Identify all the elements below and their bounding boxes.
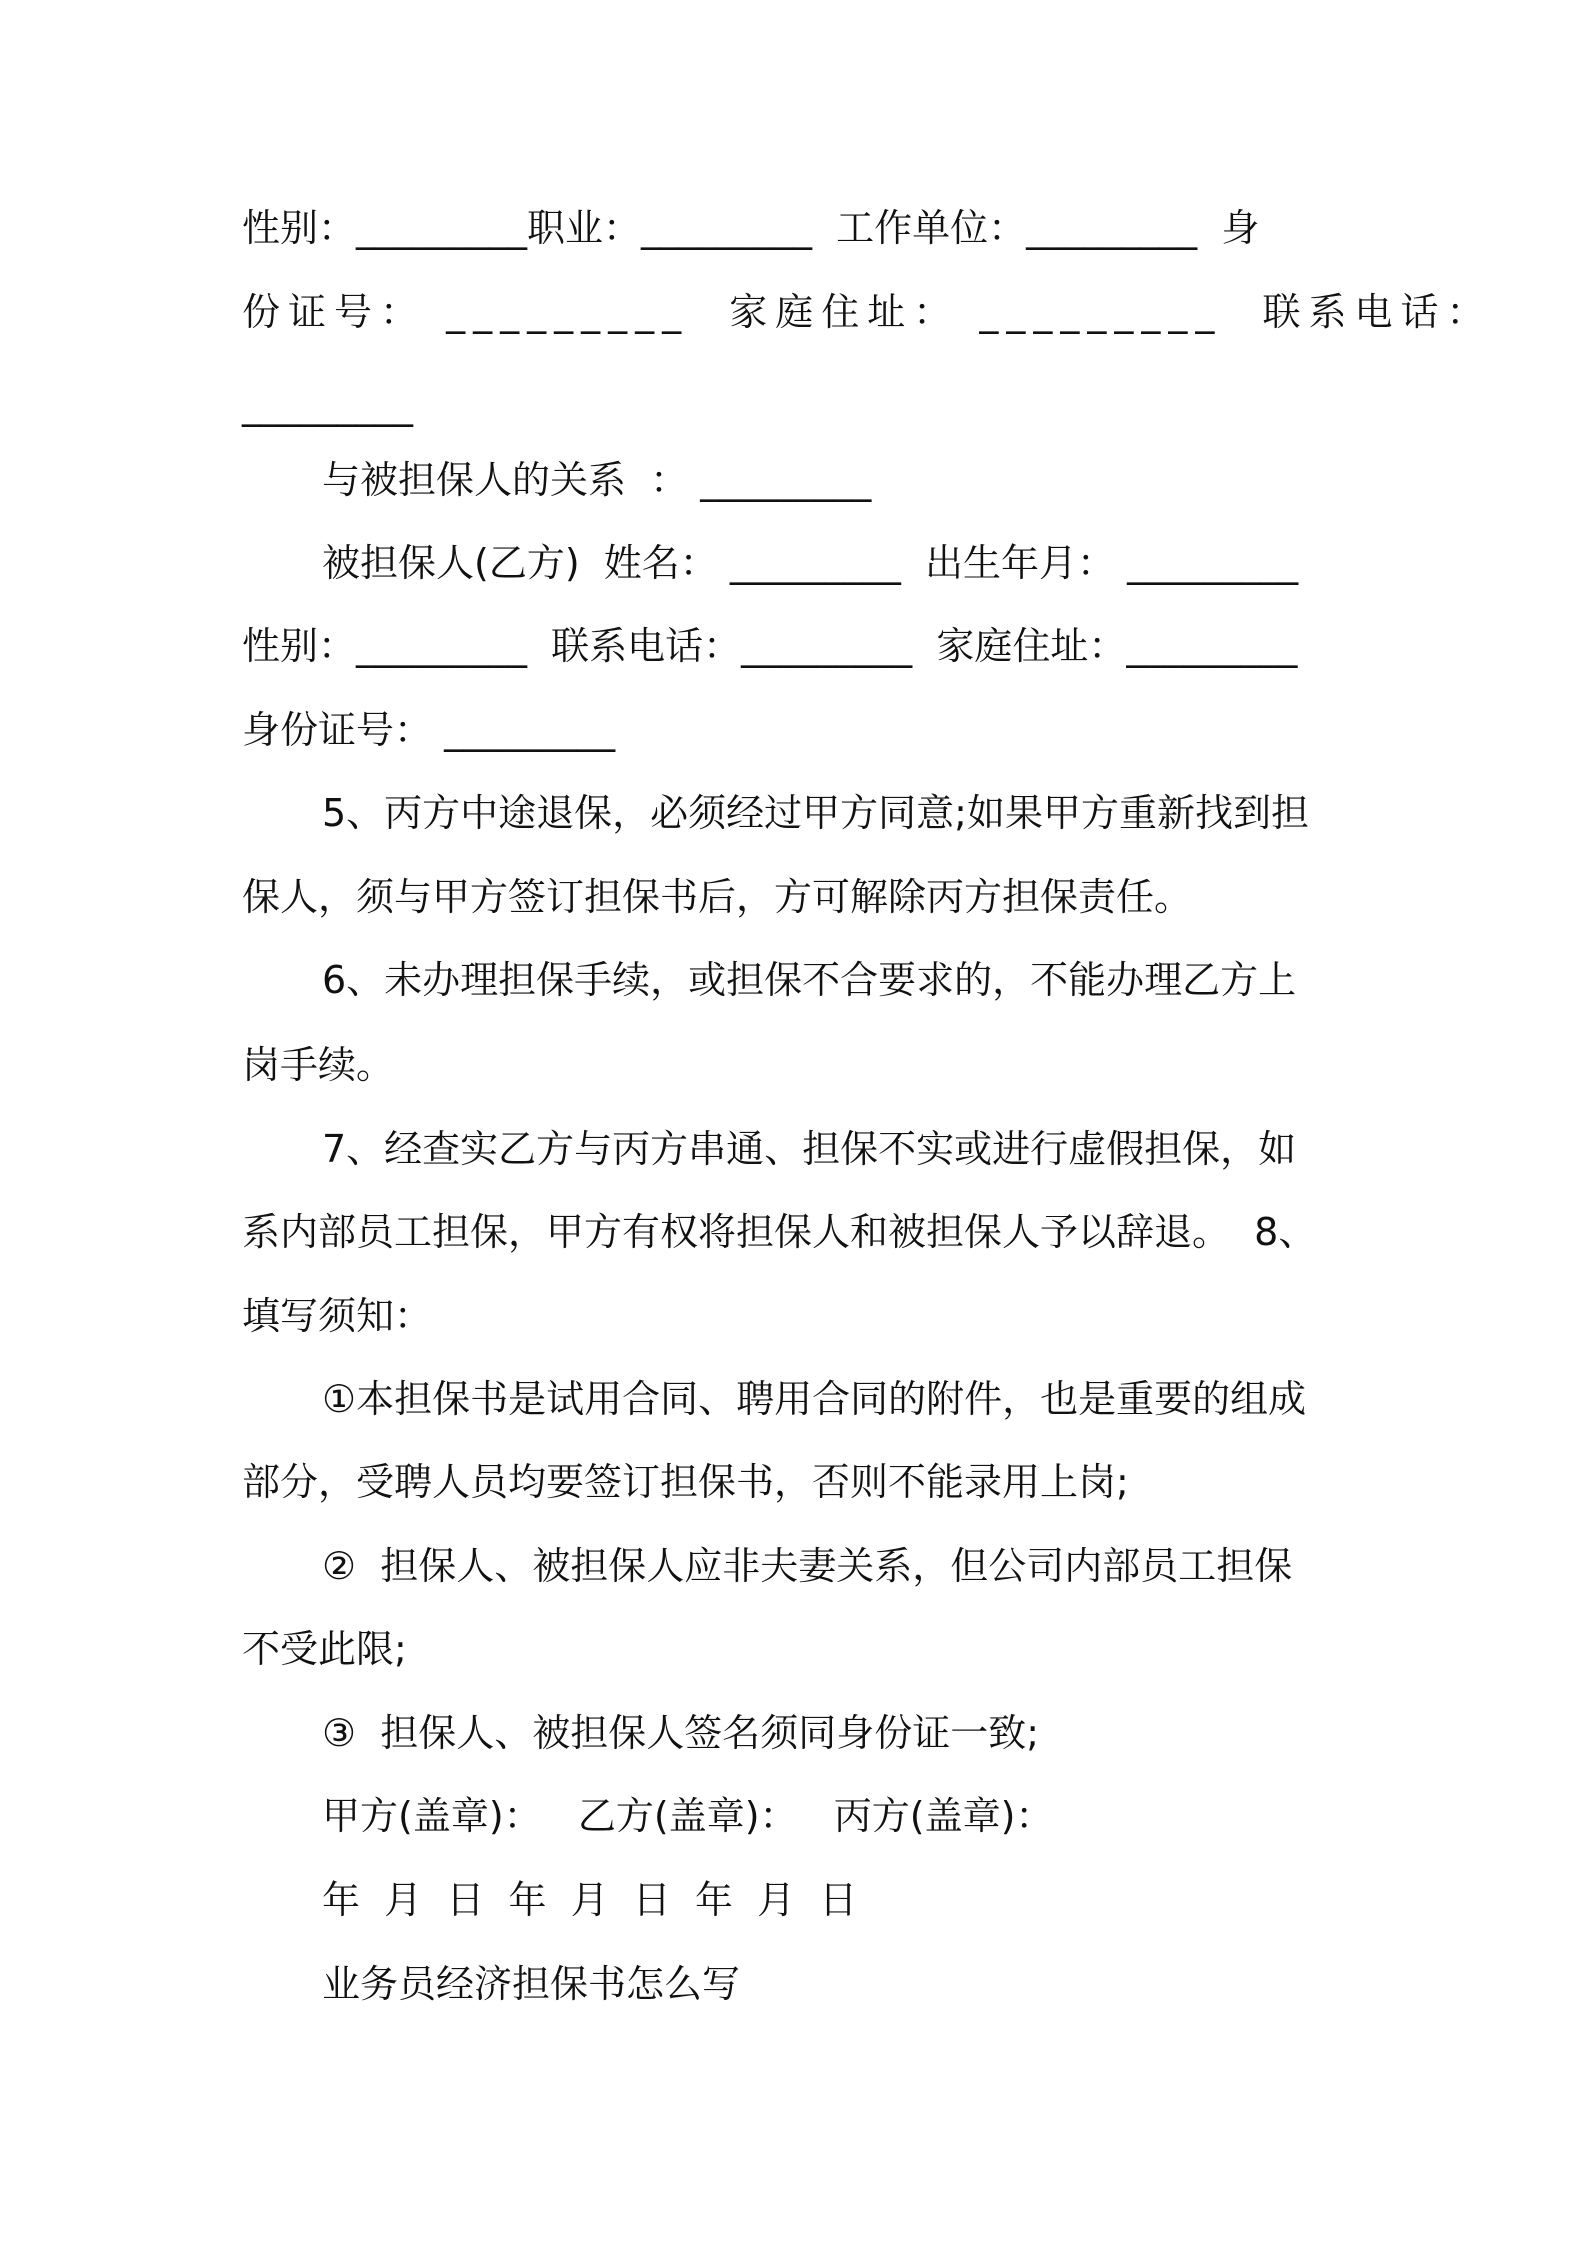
text-line: 不受此限;: [242, 1627, 407, 1671]
text-line: 性别：_________职业：_________ 工作单位：_________ 身: [242, 206, 1260, 250]
text-line: 被担保人(乙方) 姓名： _________ 出生年月： _________: [322, 541, 1299, 585]
text-line: 与被担保人的关系 ： _________: [322, 458, 872, 502]
text-line: 岗手续。: [242, 1043, 395, 1087]
text-line: 填写须知：: [242, 1294, 433, 1338]
text-line: ③ 担保人、被担保人签名须同身份证一致;: [322, 1711, 1040, 1755]
text-line: 6、未办理担保手续，或担保不合要求的，不能办理乙方上: [322, 958, 1297, 1002]
text-line: 身份证号： _________: [242, 708, 616, 752]
text-line: _________: [242, 383, 413, 427]
text-line: ①本担保书是试用合同、聘用合同的附件，也是重要的组成: [322, 1377, 1307, 1421]
text-line: 系内部员工担保，甲方有权将担保人和被担保人予以辞退。 8、: [242, 1210, 1317, 1254]
text-line: 保人，须与甲方签订担保书后，方可解除丙方担保责任。: [242, 875, 1193, 919]
text-line: 甲方(盖章)： 乙方(盖章)： 丙方(盖章)：: [322, 1794, 1054, 1838]
text-line: 5、丙方中途退保，必须经过甲方同意;如果甲方重新找到担: [322, 791, 1309, 835]
text-line: 份证号： _________ 家庭住址： _________ 联系电话：: [242, 290, 1493, 334]
text-line: 7、经查实乙方与丙方串通、担保不实或进行虚假担保，如: [322, 1127, 1297, 1171]
text-line: 年 月 日 年 月 日 年 月 日: [322, 1878, 858, 1922]
text-line: ② 担保人、被担保人应非夫妻关系，但公司内部员工担保: [322, 1544, 1293, 1588]
text-line: 业务员经济担保书怎么写: [322, 1962, 741, 2006]
text-line: 性别：_________ 联系电话：_________ 家庭住址：_________: [242, 624, 1298, 668]
text-line: 部分，受聘人员均要签订担保书，否则不能录用上岗;: [242, 1460, 1129, 1504]
